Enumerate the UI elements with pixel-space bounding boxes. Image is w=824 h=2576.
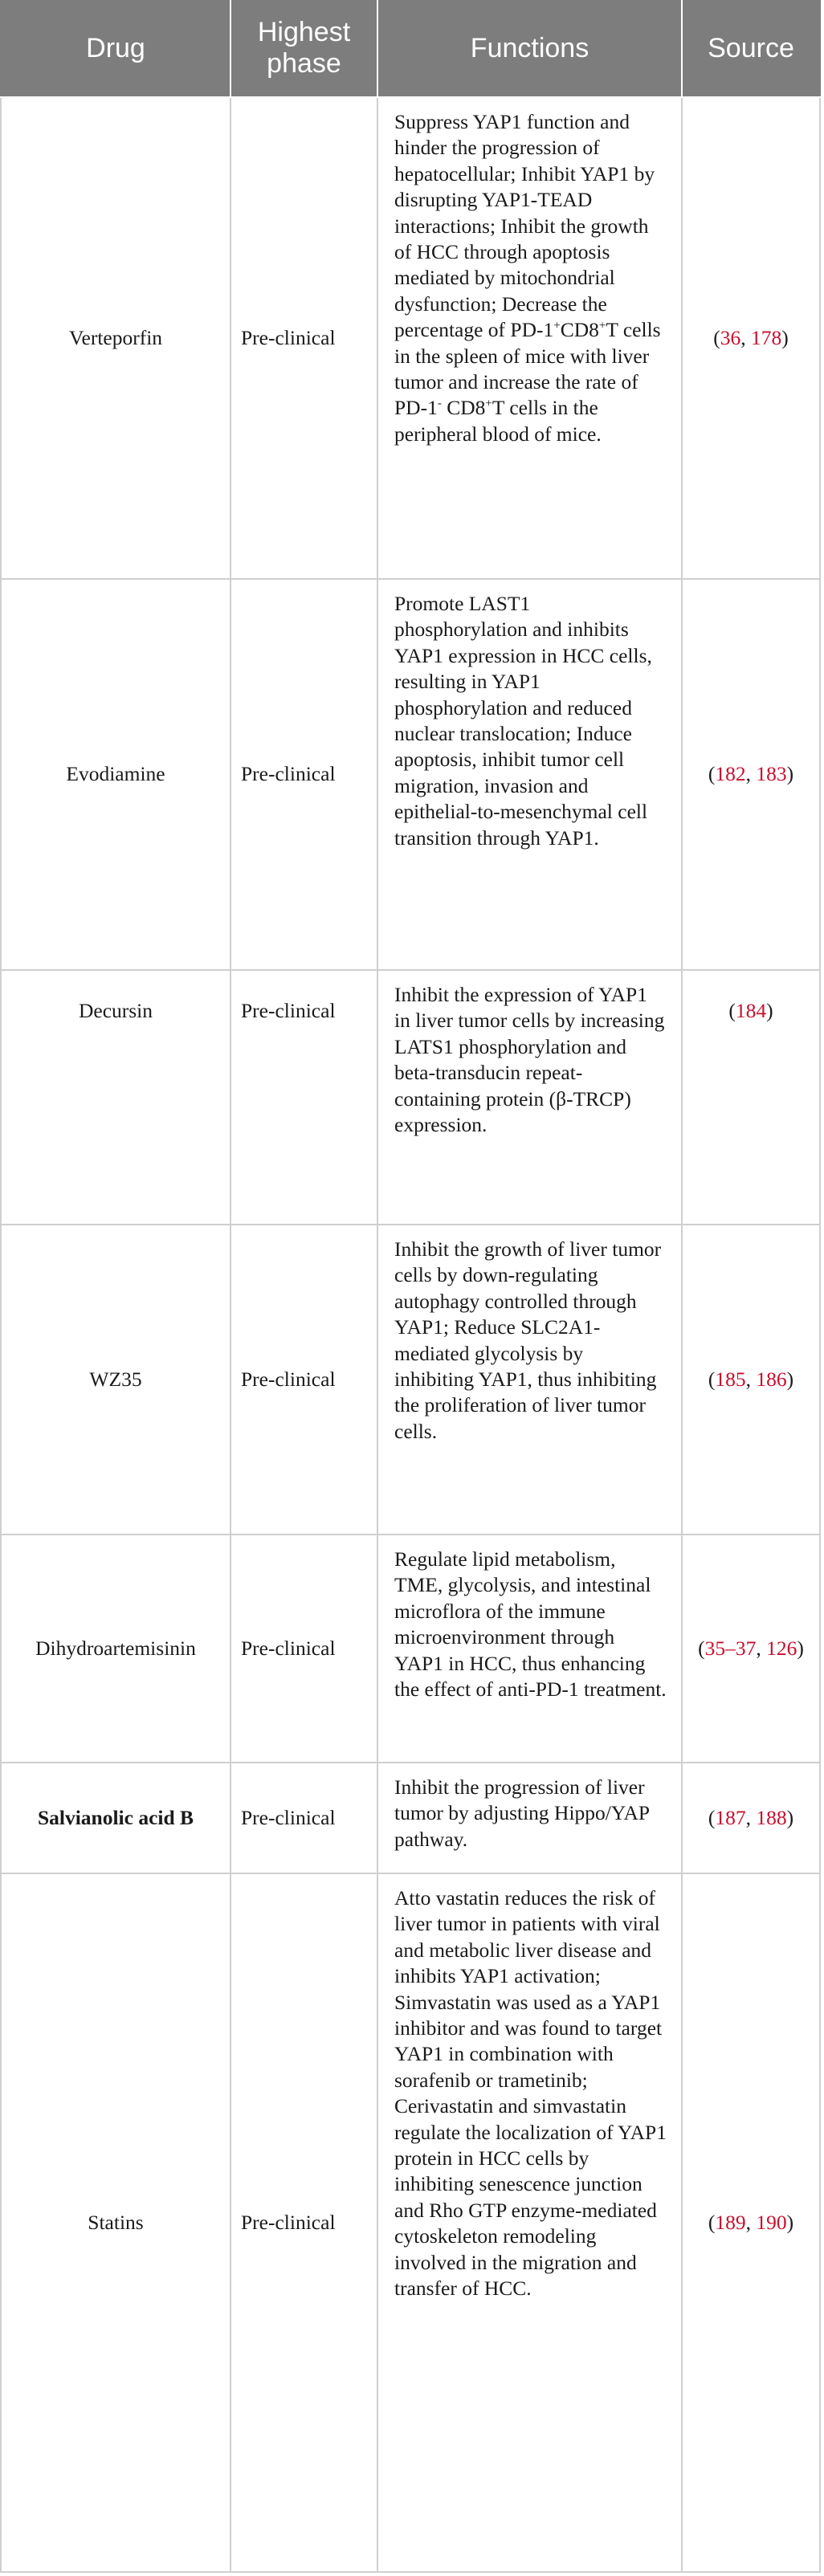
paren: )	[781, 325, 789, 349]
paren: (	[708, 1367, 716, 1391]
source-cell	[682, 1225, 820, 1535]
superscript: +	[553, 319, 561, 332]
reference-link[interactable]: 190	[756, 2210, 787, 2234]
highest-phase: Pre-clinical	[230, 97, 377, 579]
reference-link[interactable]: 187	[715, 1805, 746, 1829]
source-cell	[682, 1535, 820, 1763]
header-phase-line1: Highest	[257, 17, 351, 47]
superscript: -	[437, 397, 442, 410]
header-highest-phase	[230, 0, 377, 97]
separator: ,	[745, 1367, 757, 1391]
reference-link[interactable]: 188	[756, 1805, 787, 1829]
drug-name: Verteporfin	[1, 97, 230, 579]
highest-phase: Pre-clinical	[230, 1225, 377, 1535]
paren: (	[708, 762, 716, 786]
reference-link[interactable]: 189	[715, 2210, 746, 2234]
reference-link[interactable]: 178	[751, 325, 782, 349]
paren: )	[786, 1367, 794, 1391]
source-cell	[682, 1763, 820, 1873]
functions-text	[377, 97, 682, 579]
reference-link[interactable]: 185	[715, 1367, 746, 1391]
superscript: +	[485, 397, 492, 410]
separator: ,	[756, 1636, 767, 1660]
functions-part: T cells in the peripheral blood of mice.	[394, 396, 602, 446]
functions-text: Promote LAST1 phosphorylation and inhibits YAP1 expression in HCC cells, resulting in YAP1 phosphorylation and reduced nuclear translocation; Induce apoptosis, inhibit tumor cell migration, invasion and epithelial-to-mesenchymal cell transition through YAP1.	[377, 579, 682, 970]
reference-link[interactable]: 183	[756, 762, 787, 786]
header-source: Source	[682, 0, 820, 97]
header-phase-line2: phase	[267, 48, 341, 79]
functions-text: Inhibit the growth of liver tumor cells by down-regulating autophagy controlled through YAP1; Reduce SLC2A1-mediated glycolysis by inhibiting YAP1, thus inhibiting the proliferation of liver tumor cells.	[377, 1225, 682, 1535]
paren: )	[786, 1805, 794, 1829]
separator: ,	[740, 325, 751, 349]
reference-link[interactable]: 35–37	[704, 1636, 757, 1660]
reference-link[interactable]: 182	[715, 762, 746, 786]
separator: ,	[745, 1805, 757, 1829]
drug-name: Decursin	[1, 970, 230, 1225]
header-drug: Drug	[1, 0, 230, 97]
paren: )	[786, 762, 794, 786]
reference-link[interactable]: 126	[766, 1636, 797, 1660]
functions-part: CD8	[560, 318, 599, 342]
source-cell	[682, 579, 820, 970]
highest-phase: Pre-clinical	[230, 1535, 377, 1763]
functions-text: Inhibit the progression of liver tumor by adjusting Hippo/YAP pathway.	[377, 1763, 682, 1873]
source-cell	[682, 1873, 820, 2572]
table-row	[1, 1873, 820, 2572]
highest-phase: Pre-clinical	[230, 579, 377, 970]
reference-link[interactable]: 186	[756, 1367, 787, 1391]
table-row	[1, 1763, 820, 1873]
highest-phase: Pre-clinical	[230, 1763, 377, 1873]
separator: ,	[745, 762, 757, 786]
paren: (	[713, 325, 720, 349]
functions-text: Regulate lipid metabolism, TME, glycolysis, and intestinal microflora of the immune microenvironment through YAP1 in HCC, thus enhancing the effect of anti-PD-1 treatment.	[377, 1535, 682, 1763]
drug-name: Dihydroartemisinin	[1, 1535, 230, 1763]
separator: ,	[745, 2210, 757, 2234]
functions-text: Inhibit the expression of YAP1 in liver tumor cells by increasing LATS1 phosphorylation and beta-transducin repeat-containing protein (β-TRCP) expression.	[377, 970, 682, 1225]
header-row	[1, 0, 820, 97]
reference-link[interactable]: 36	[720, 325, 741, 349]
functions-part: Suppress YAP1 function and hinder the progression of hepatocellular; Inhibit YAP1 by disrupting YAP1-TEAD interactions; Inhibit the growth of HCC through apoptosis mediated by mitochondrial dysfunction; Decrease the percentage of PD-1	[394, 110, 655, 342]
drug-name: Statins	[1, 1873, 230, 2572]
functions-part: T cells in the spleen of mice with liver tumor and increase the rate of PD-1	[394, 318, 661, 420]
table-row	[1, 579, 820, 970]
source-cell	[682, 970, 820, 1225]
paren: )	[766, 999, 773, 1022]
paren: (	[708, 2210, 716, 2234]
header-functions: Functions	[377, 0, 682, 97]
highest-phase: Pre-clinical	[230, 970, 377, 1225]
functions-part: CD8	[441, 396, 486, 420]
paren: (	[728, 999, 736, 1022]
highest-phase: Pre-clinical	[230, 1873, 377, 2572]
table-row	[1, 970, 820, 1225]
paren: )	[797, 1636, 804, 1660]
source-cell	[682, 97, 820, 579]
paren: (	[698, 1636, 705, 1660]
drug-name: Salvianolic acid B	[1, 1763, 230, 1873]
table-row	[1, 1225, 820, 1535]
drug-name: Evodiamine	[1, 579, 230, 970]
reference-link[interactable]: 184	[735, 999, 767, 1022]
paren: (	[708, 1805, 716, 1829]
table-row	[1, 1535, 820, 1763]
superscript: +	[598, 319, 606, 332]
paren: )	[786, 2210, 794, 2234]
functions-text: Atto vastatin reduces the risk of liver tumor in patients with viral and metabolic liver disease and inhibits YAP1 activation; Simvastatin was used as a YAP1 inhibitor and was found to target YAP1 in combination with sorafenib or trametinib; Cerivastatin and simvastatin regulate the localization of YAP1 protein in HCC cells by inhibiting senescence junction and Rho GTP enzyme-mediated cytoskeleton remodeling involved in the migration and transfer of HCC.	[377, 1873, 682, 2572]
table-row	[1, 97, 820, 579]
drug-name: WZ35	[1, 1225, 230, 1535]
